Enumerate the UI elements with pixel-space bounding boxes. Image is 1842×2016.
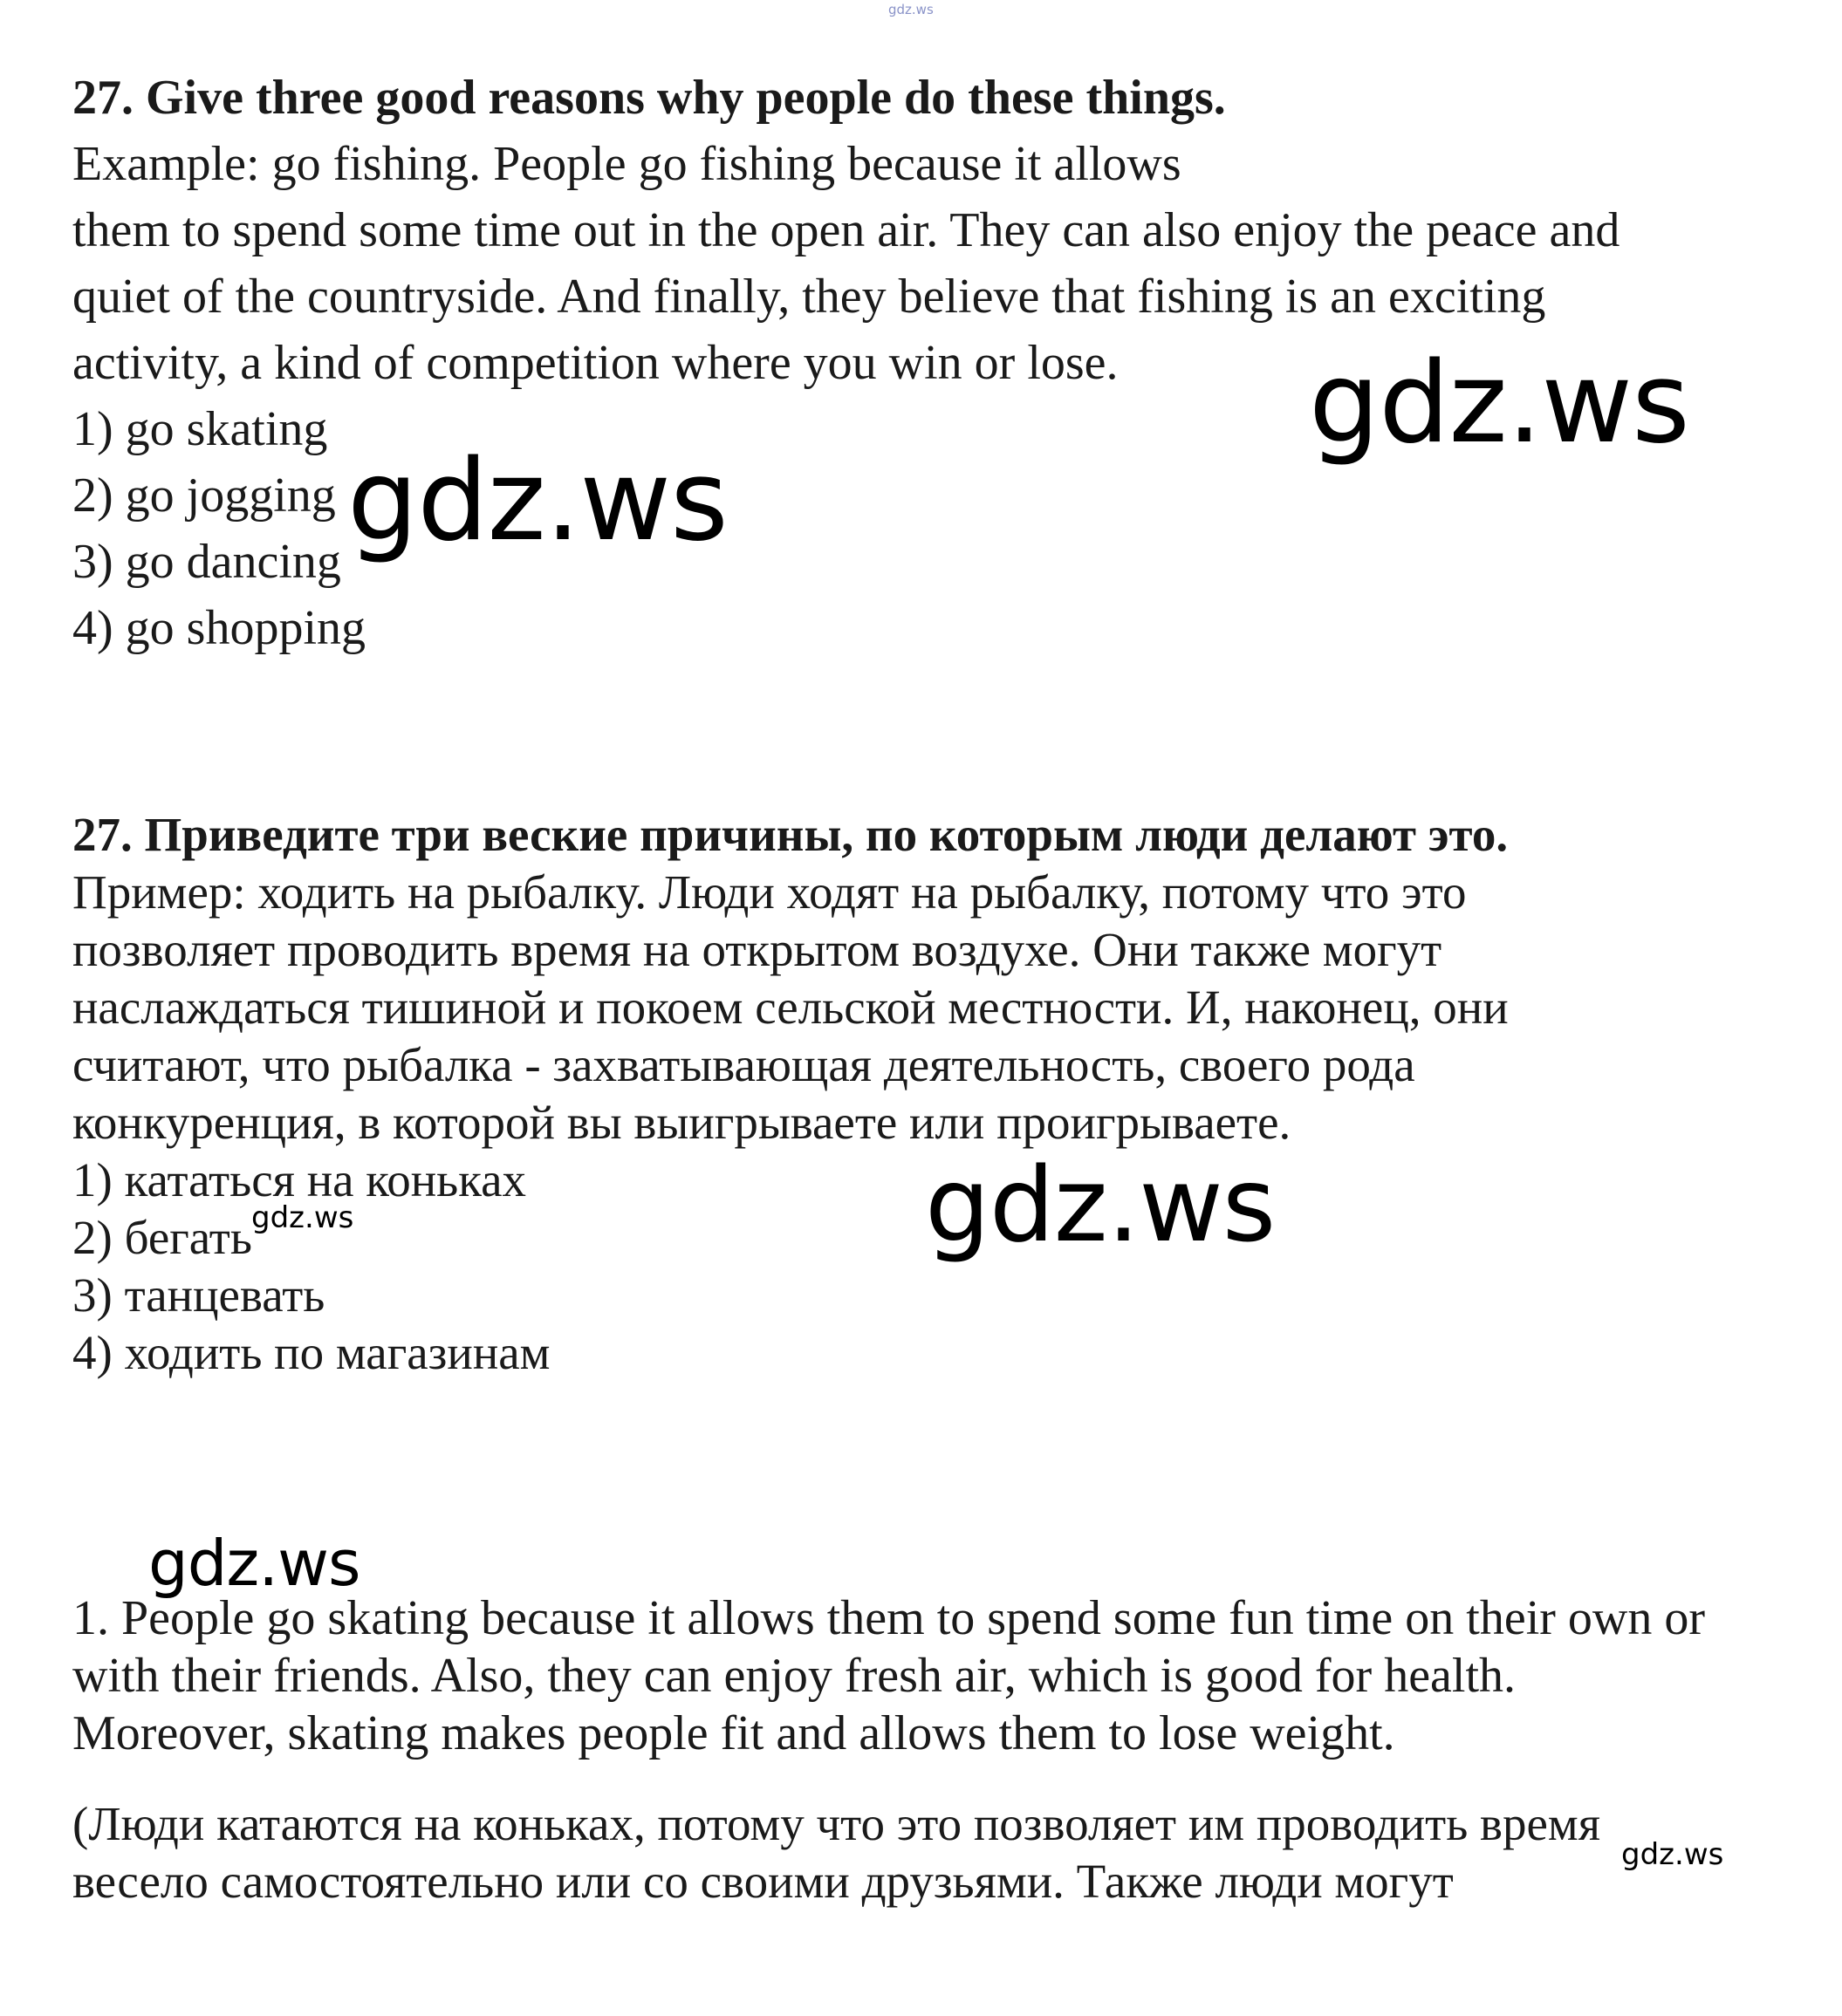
russian-item: 2) бегать (72, 1211, 252, 1264)
english-task-heading: 27. Give three good reasons why people do these things. (72, 71, 1226, 125)
watermark-english-right: gdz.ws (1309, 338, 1689, 468)
watermark-english-list: gdz.ws (347, 436, 728, 566)
russian-example-line: наслаждаться тишиной и покоем сельской местности. И, наконец, они (72, 981, 1509, 1034)
watermark-russian-small: gdz.ws (251, 1200, 354, 1235)
russian-example-line: считают, что рыбалка - захватывающая деятельность, своего рода (72, 1038, 1415, 1091)
english-example-line: Example: go fishing. People go fishing because it allows (72, 137, 1181, 191)
russian-example-line: позволяет проводить время на открытом воздухе. Они также могут (72, 923, 1442, 976)
answer-russian (72, 1795, 1600, 1910)
answer-english-line: with their friends. Also, they can enjoy fresh air, which is good for health. (72, 1649, 1517, 1703)
watermark-russian-center: gdz.ws (925, 1145, 1276, 1265)
answer-russian-line: (Люди катаются на коньках, потому что это позволяет им проводить время (72, 1797, 1601, 1850)
english-item: 4) go shopping (72, 601, 366, 655)
answer-russian-line: весело самостоятельно или со своими друзьями. Также люди могут (72, 1855, 1454, 1908)
russian-task (72, 806, 1509, 1382)
english-item: 2) go jogging (72, 468, 336, 523)
answer-english-line: 1. People go skating because it allows them to spend some fun time on their own or (72, 1591, 1705, 1645)
watermark-bottom-right: gdz.ws (1621, 1837, 1724, 1872)
russian-item: 4) ходить по магазинам (72, 1326, 551, 1379)
english-example-line: quiet of the countryside. And finally, they believe that fishing is an exciting (72, 270, 1546, 324)
english-item: 3) go dancing (72, 535, 341, 589)
answer-english-line: Moreover, skating makes people fit and allows them to lose weight. (72, 1706, 1395, 1760)
english-example-line: them to spend some time out in the open air. They can also enjoy the peace and (72, 203, 1620, 257)
answer-english (72, 1589, 1705, 1762)
russian-task-heading: 27. Приведите три веские причины, по которым люди делают это. (72, 808, 1509, 861)
russian-example-line: конкуренция, в которой вы выигрываете или проигрываете. (72, 1096, 1291, 1149)
english-example-line: activity, a kind of competition where you win or lose. (72, 336, 1119, 390)
english-item: 1) go skating (72, 402, 328, 456)
russian-item: 3) танцевать (72, 1268, 325, 1322)
russian-example-line: Пример: ходить на рыбалку. Люди ходят на рыбалку, потому что это (72, 865, 1467, 919)
watermark-answer-top: gdz.ws (148, 1527, 360, 1600)
russian-item: 1) кататься на коньках (72, 1153, 527, 1206)
watermark-top: gdz.ws (888, 2, 934, 17)
